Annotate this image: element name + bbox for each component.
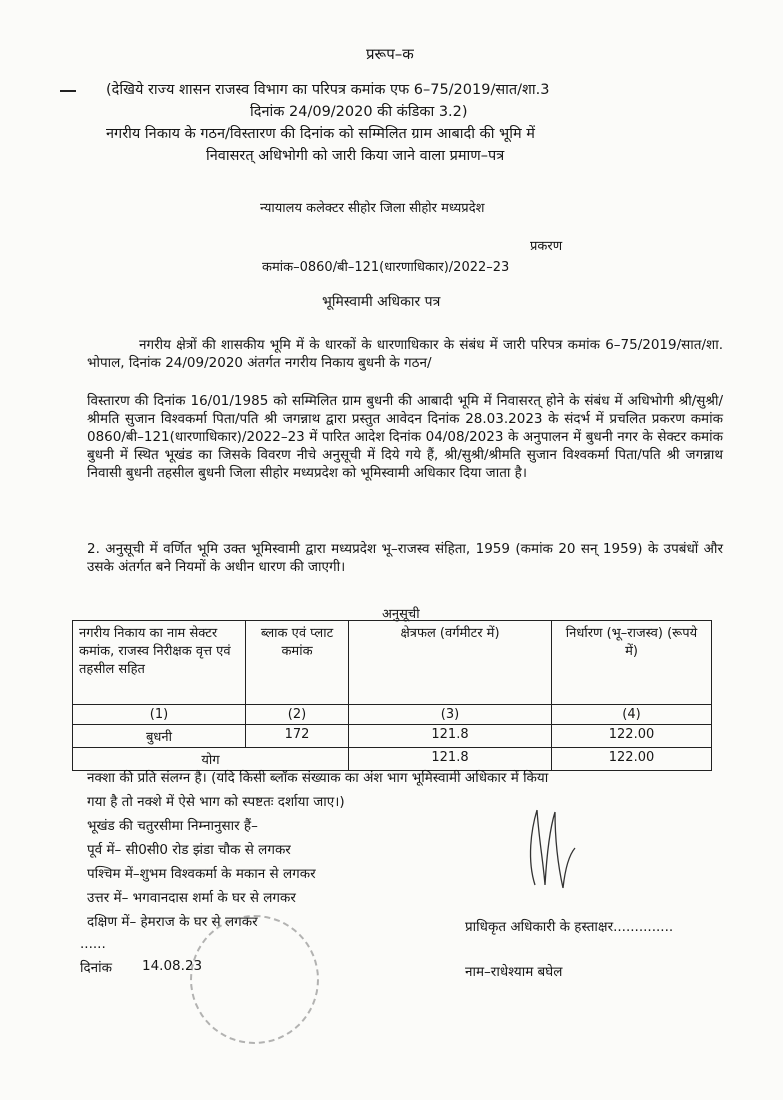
court-name: न्यायालय कलेक्टर सीहोर जिला सीहोर मध्यप्रदेश [260, 201, 485, 216]
column-number: (4) [552, 705, 712, 725]
header-cell: नगरीय निकाय का नाम सेक्टर कमांक, राजस्व निरीक्षक वृत्त एवं तहसील सहित [73, 621, 246, 705]
map-note-2: गया है तो नक्शे में ऐसे भाग को स्पष्टतः दर्शाया जाए।) [87, 794, 345, 810]
cell-town: बुधनी [73, 725, 246, 748]
header-cell: क्षेत्रफल (वर्गमीटर में) [349, 621, 552, 705]
total-assessment: 122.00 [552, 748, 712, 771]
map-note-1: नक्शा की प्रति संलग्न है। (यदि किसी ब्लॉक संख्याक का अंश भाग भूमिस्वामी अधिकार में किया [87, 770, 549, 786]
certificate-title: भूमिस्वामी अधिकार पत्र [322, 294, 441, 310]
total-area: 121.8 [349, 748, 552, 771]
form-title: प्ररूप–क [366, 45, 414, 63]
header-line-4: निवासरत् अधिभोगी को जारी किया जाने वाला प्रमाण–पत्र [206, 148, 505, 164]
cell-assessment: 122.00 [552, 725, 712, 748]
paragraph-1: नगरीय क्षेत्रों की शासकीय भूमि में के धारकों के धारणाधिकार के संबंध में जारी परिपत्र कमांक 6–75/2019/सात/शा. भोपाल, दिनांक 24/09/2020 अंतर्गत नगरीय निकाय बुधनी के गठन/ [87, 337, 723, 371]
case-label: प्रकरण [530, 239, 563, 254]
column-number: (2) [246, 705, 349, 725]
signature-scribble [515, 800, 585, 895]
signature-label: प्राधिकृत अधिकारी के हस्ताक्षर.............. [465, 919, 674, 935]
boundary-north: उत्तर में– भगवानदास शर्मा के घर से लगकर [87, 890, 296, 906]
paragraph-2: विस्तारण की दिनांक 16/01/1985 को सम्मिलित ग्राम बुधनी की आबादी भूमि में निवासरत् होने के संबंध में अधिभोगी श्री/सुश्री/श्रीमति सुजान विश्वकर्मा पिता/पति श्री जगन्नाथ द्वारा प्रस्तुत आवेदन दिनांक 28.03.2023 के संदर्भ में प्रचलित प्रकरण कमांक 0860/बी–121(धारणाधिकार)/2022–23 में पारित आदेश दिनांक 04/08/2023 के अनुपालन में बुधनी नगर के सेक्टर कमांक बुधनी में स्थित भूखंड का जिसके विवरण नीचे अनुसूची में दिये गये हैं, श्री/सुश्री/श्रीमति सुजान विश्वकर्मा पिता/पति श्री जगन्नाथ निवासी बुधनी तहसील बुधनी जिला सीहोर मध्यप्रदेश को भूमिस्वामी अधिकार दिया जाता है। [87, 393, 723, 481]
date-value: 14.08.23 [142, 958, 203, 974]
header-line-2: दिनांक 24/09/2020 की कंडिका 3.2) [250, 104, 468, 120]
boundary-heading: भूखंड की चतुरसीमा निम्नानुसार हैं– [87, 818, 258, 834]
schedule-table [72, 620, 712, 771]
header-line-1: (देखिये राज्य शासन राजस्व विभाग का परिपत्र कमांक एफ 6–75/2019/सात/शा.3 [106, 82, 550, 98]
header-cell: निर्धारण (भू–राजस्व) (रूपये में) [552, 621, 712, 705]
boundary-east: पूर्व में– सी0सी0 रोड झंडा चौक से लगकर [87, 842, 291, 858]
dots: ...... [80, 936, 106, 952]
margin-mark [60, 90, 76, 92]
boundary-south: दक्षिण में– हेमराज के घर से लगकर [87, 914, 258, 930]
cell-plot: 172 [246, 725, 349, 748]
column-number: (1) [73, 705, 246, 725]
paragraph-3: 2. अनुसूची में वर्णित भूमि उक्त भूमिस्वामी द्वारा मध्यप्रदेश भू–राजस्व संहिता, 1959 (कमांक 20 सन् 1959) के उपबंधों और उसके अंतर्गत बने नियमों के अधीन धारण की जाएगी। [87, 541, 723, 575]
header-cell: ब्लाक एवं प्लाट कमांक [246, 621, 349, 705]
official-seal-stamp [190, 915, 319, 1044]
column-number: (3) [349, 705, 552, 725]
case-number: कमांक–0860/बी–121(धारणाधिकार)/2022–23 [262, 260, 510, 275]
header-line-3: नगरीय निकाय के गठन/विस्तारण की दिनांक को सम्मिलित ग्राम आबादी की भूमि में [106, 126, 535, 142]
officer-name: नाम–राधेश्याम बघेल [465, 964, 563, 980]
date-label: दिनांक [80, 960, 113, 976]
cell-area: 121.8 [349, 725, 552, 748]
total-label: योग [73, 748, 349, 771]
boundary-west: पश्चिम में–शुभम विश्वकर्मा के मकान से लगकर [87, 866, 316, 882]
schedule-title: अनुसूची [382, 607, 420, 622]
